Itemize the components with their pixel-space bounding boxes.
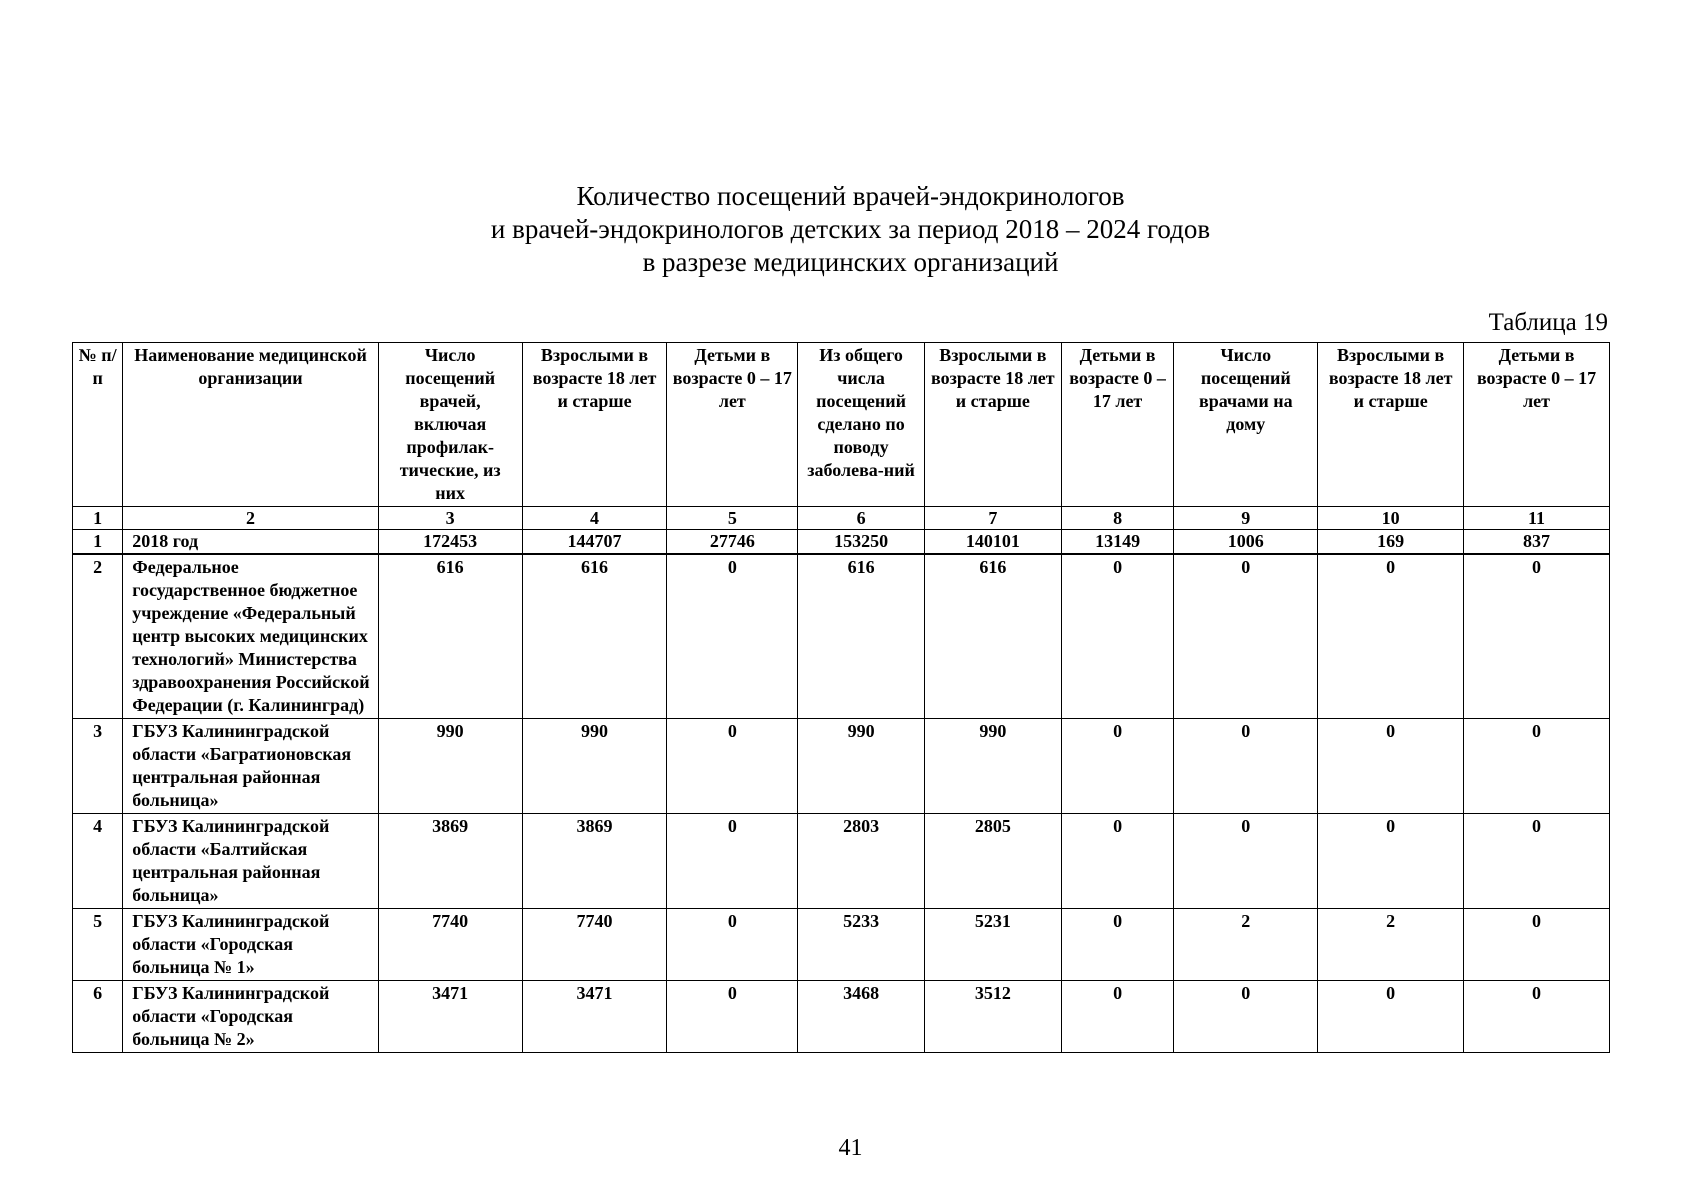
value-cell: 27746 — [667, 530, 798, 555]
visits-table — [72, 342, 1610, 1053]
row-number: 2 — [73, 554, 123, 719]
value-cell: 3468 — [798, 981, 925, 1053]
organization-name: Федеральное государственное бюджетное учреждение «Федеральный центр высоких медицинских технологий» Министерства здравоохранения Российской Федерации (г. Калининград) — [123, 554, 378, 719]
table-row — [73, 814, 1610, 909]
header-cell: Взрослыми в возрасте 18 лет и старше — [924, 343, 1061, 507]
value-cell: 0 — [667, 814, 798, 909]
value-cell: 0 — [1464, 814, 1610, 909]
value-cell: 0 — [667, 719, 798, 814]
header-cell: Детьми в возрасте 0 – 17 лет — [1464, 343, 1610, 507]
value-cell: 13149 — [1061, 530, 1174, 555]
value-cell: 3471 — [522, 981, 667, 1053]
value-cell: 2 — [1174, 909, 1318, 981]
organization-name: ГБУЗ Калининградской области «Городская больница № 2» — [123, 981, 378, 1053]
table-row — [73, 981, 1610, 1053]
column-number: 5 — [667, 507, 798, 530]
title-line-2: и врачей-эндокринологов детских за период 2018 – 2024 годов — [490, 214, 1211, 244]
title-line-3: в разрезе медицинских организаций — [642, 247, 1059, 277]
column-number: 11 — [1464, 507, 1610, 530]
value-cell: 3512 — [924, 981, 1061, 1053]
value-cell: 0 — [667, 909, 798, 981]
value-cell: 5233 — [798, 909, 925, 981]
value-cell: 616 — [378, 554, 522, 719]
title-line-1: Количество посещений врачей-эндокринологов — [576, 181, 1125, 211]
page-number: 41 — [838, 1135, 863, 1161]
value-cell: 140101 — [924, 530, 1061, 555]
column-number: 8 — [1061, 507, 1174, 530]
row-number: 3 — [73, 719, 123, 814]
value-cell: 0 — [1061, 719, 1174, 814]
value-cell: 0 — [1318, 719, 1464, 814]
organization-name: ГБУЗ Калининградской области «Городская больница № 1» — [123, 909, 378, 981]
value-cell: 0 — [1464, 981, 1610, 1053]
value-cell: 153250 — [798, 530, 925, 555]
value-cell: 3869 — [522, 814, 667, 909]
value-cell: 0 — [667, 981, 798, 1053]
column-number: 10 — [1318, 507, 1464, 530]
value-cell: 144707 — [522, 530, 667, 555]
column-number: 9 — [1174, 507, 1318, 530]
value-cell: 2 — [1318, 909, 1464, 981]
value-cell: 990 — [522, 719, 667, 814]
header-cell: Взрослыми в возрасте 18 лет и старше — [1318, 343, 1464, 507]
value-cell: 2805 — [924, 814, 1061, 909]
value-cell: 0 — [1174, 981, 1318, 1053]
header-cell: Число посещений врачами на дому — [1174, 343, 1318, 507]
value-cell: 616 — [522, 554, 667, 719]
value-cell: 0 — [1464, 554, 1610, 719]
value-cell: 7740 — [378, 909, 522, 981]
row-number: 6 — [73, 981, 123, 1053]
value-cell: 7740 — [522, 909, 667, 981]
value-cell: 0 — [1318, 554, 1464, 719]
header-row — [73, 343, 1610, 507]
value-cell: 0 — [1464, 909, 1610, 981]
value-cell: 990 — [924, 719, 1061, 814]
organization-name: ГБУЗ Калининградской области «Балтийская центральная районная больница» — [123, 814, 378, 909]
column-number: 6 — [798, 507, 925, 530]
header-cell: Взрослыми в возрасте 18 лет и старше — [522, 343, 667, 507]
table-label: Таблица 19 — [1488, 309, 1608, 336]
value-cell: 172453 — [378, 530, 522, 555]
column-number-row — [73, 507, 1610, 530]
value-cell: 616 — [798, 554, 925, 719]
column-number: 2 — [123, 507, 378, 530]
header-cell: Число посещений врачей, включая профилак-тические, из них — [378, 343, 522, 507]
column-number: 3 — [378, 507, 522, 530]
header-cell: № п/п — [73, 343, 123, 507]
value-cell: 990 — [378, 719, 522, 814]
row-number: 1 — [73, 530, 123, 555]
value-cell: 0 — [1061, 909, 1174, 981]
value-cell: 0 — [1174, 554, 1318, 719]
value-cell: 0 — [1174, 814, 1318, 909]
value-cell: 5231 — [924, 909, 1061, 981]
value-cell: 0 — [1174, 719, 1318, 814]
value-cell: 0 — [667, 554, 798, 719]
value-cell: 990 — [798, 719, 925, 814]
value-cell: 1006 — [1174, 530, 1318, 555]
value-cell: 2803 — [798, 814, 925, 909]
table-row — [73, 719, 1610, 814]
value-cell: 0 — [1318, 981, 1464, 1053]
organization-name: ГБУЗ Калининградской области «Багратионовская центральная районная больница» — [123, 719, 378, 814]
table-row — [73, 530, 1610, 555]
value-cell: 3471 — [378, 981, 522, 1053]
value-cell: 0 — [1061, 814, 1174, 909]
header-cell: Наименование медицинской организации — [123, 343, 378, 507]
organization-name: 2018 год — [123, 530, 378, 555]
header-cell: Детьми в возрасте 0 – 17 лет — [667, 343, 798, 507]
column-number: 4 — [522, 507, 667, 530]
value-cell: 3869 — [378, 814, 522, 909]
header-cell: Детьми в возрасте 0 – 17 лет — [1061, 343, 1174, 507]
value-cell: 0 — [1464, 719, 1610, 814]
column-number: 7 — [924, 507, 1061, 530]
value-cell: 0 — [1061, 554, 1174, 719]
row-number: 5 — [73, 909, 123, 981]
table-row — [73, 554, 1610, 719]
table-row — [73, 909, 1610, 981]
document-title — [0, 180, 1701, 279]
column-number: 1 — [73, 507, 123, 530]
value-cell: 837 — [1464, 530, 1610, 555]
row-number: 4 — [73, 814, 123, 909]
header-cell: Из общего числа посещений сделано по поводу заболева-ний — [798, 343, 925, 507]
value-cell: 169 — [1318, 530, 1464, 555]
value-cell: 0 — [1061, 981, 1174, 1053]
value-cell: 0 — [1318, 814, 1464, 909]
value-cell: 616 — [924, 554, 1061, 719]
